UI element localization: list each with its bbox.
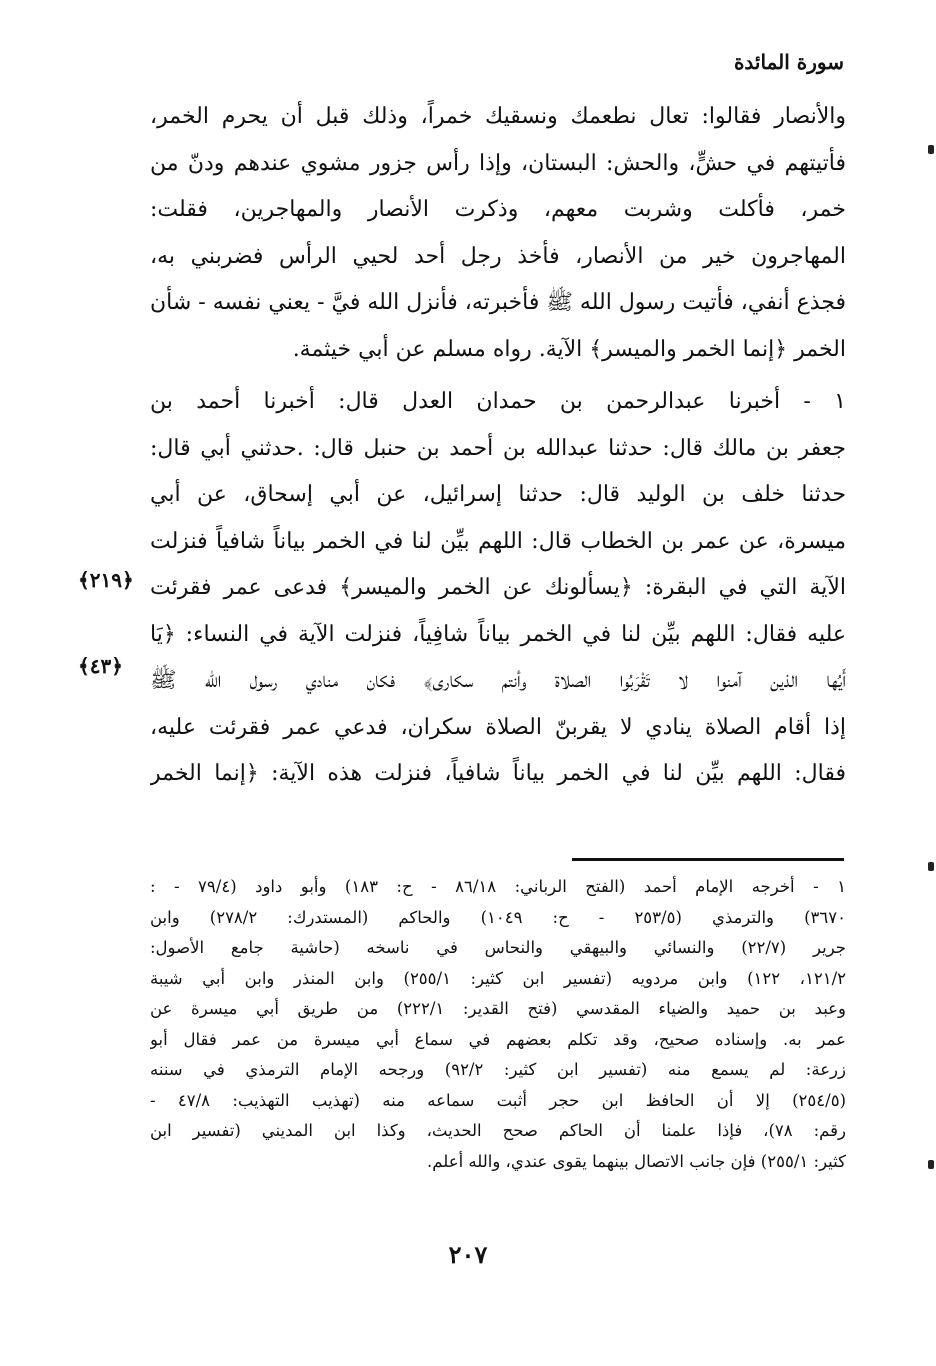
footnote-line: ١ - أخرجه الإمام أحمد (الفتح الرباني: ٨٦/١٨ - ح: ١٨٣) وأبو داود (٧٩/٤ - :	[150, 877, 846, 896]
body-line: حدثنا خلف بن الوليد قال: حدثنا إسرائيل، عن أبي إسحاق، عن أبي	[150, 482, 846, 507]
body-line: ميسرة، عن عمر بن الخطاب قال: اللهم بيِّن لنا في الخمر بياناً شافياً فنزلت	[150, 528, 846, 554]
body-line: جعفر بن مالك قال: حدثنا عبدالله بن أحمد بن حنبل قال: .حدثني أبي قال:	[150, 435, 846, 461]
verse-number-43: ﴿٤٣﴾	[78, 654, 123, 678]
footnote-line: ٣٦٧٠) والترمذي (٢٥٣/٥ - ح: ١٠٤٩) والحاكم (المستدرك: ٢٧٨/٢) وابن	[150, 907, 846, 927]
footnote-divider	[572, 858, 844, 861]
footnote-line: وعبد بن حميد والضياء المقدسي (فتح القدير: ٢٢٢/١) من طريق أبي ميسرة عن	[150, 999, 846, 1018]
body-line: خمر، فأكلت وشربت معهم، وذكرت الأنصار والمهاجرين، فقلت:	[150, 197, 846, 222]
body-line: الخمر ﴿إنما الخمر والميسر﴾ الآية. رواه مسلم عن أبي خيثمة.	[292, 336, 846, 362]
body-line: ١ - أخبرنا عبدالرحمن بن حمدان العدل قال: أخبرنا أحمد بن	[150, 389, 846, 414]
footnote-line: جرير (٢٢/٧) والنسائي والبيهقي والنحاس في ناسخه (حاشية جامع الأصول:	[150, 938, 846, 957]
body-line: المهاجرون خير من الأنصار، فأخذ رجل أحد لحيي الرأس فضربني به،	[150, 243, 846, 269]
body-line: أَيُها الذين آمنوا لا تَقْرَبُوا الصلاة وأنتم سكارى﴾ فكان منادي رسول الله ﷺ	[150, 668, 846, 693]
body-line: فقال: اللهم بيِّن لنا في الخمر بياناً شافياً، فنزلت هذه الآية: ﴿إنما الخمر	[150, 761, 846, 786]
footnote-line: ١٢١/٢، ١٢٢) وابن مردويه (تفسير ابن كثير: ٢٥٥/١) وابن المنذر وابن أبي شيبة	[150, 968, 846, 988]
running-head: سورة المائدة	[733, 50, 844, 74]
footnote-line: عمر به. وإسناده صحيح، وقد تكلم بعضهم في سماع أبي ميسرة من عمر فقال أبو	[150, 1029, 846, 1049]
scan-edge-mark	[928, 862, 934, 871]
page-number: ٢٠٧	[448, 1240, 488, 1269]
body-line: عليه فقال: اللهم بيِّن لنا في الخمر بياناً شافِياً، فنزلت الآية في النساء: ﴿يَا	[150, 621, 846, 647]
footnote-line: (٢٥٤/٥) إلا أن الحافظ ابن حجر أثبت سماعه منه (تهذيب التهذيب: ٤٧/٨ -	[150, 1090, 846, 1110]
body-line: فأتيتهم في حشٍّ، والحش: البستان، وإذا رأس جزور مشوي عندهم ودنّ من	[150, 150, 846, 176]
body-line: إذا أقام الصلاة ينادي لا يقربنّ الصلاة سكران، فدعي عمر فقرئت عليه،	[150, 714, 846, 740]
footnote-line: زرعة: لم يسمع منه (تفسير ابن كثير: ٩٢/٢) ورجحه الإمام الترمذي في سننه	[150, 1060, 846, 1079]
footnotes	[150, 872, 846, 1177]
body-line: فجذع أنفي، فأتيت رسول الله ﷺ فأخبرته، فأنزل الله فيَّ - يعني نفسه - شأن	[150, 290, 846, 315]
scan-edge-mark	[928, 145, 934, 154]
scan-edge-mark	[928, 1160, 934, 1169]
body-line: الآية التي في البقرة: ﴿يسألونك عن الخمر والميسر﴾ فدعى عمر فقرئت	[150, 575, 846, 600]
main-text	[150, 94, 846, 798]
verse-number-219: ﴿٢١٩﴾	[78, 568, 134, 592]
footnote-line: كثير: ٢٥٥/١) فإن جانب الاتصال بينهما يقوى عندي، والله أعلم.	[427, 1151, 846, 1171]
body-line: والأنصار فقالوا: تعال نطعمك ونسقيك خمراً، وذلك قبل أن يحرم الخمر،	[150, 104, 846, 129]
footnote-line: رقم: ٧٨)، فإذا علمنا أن الحاكم صحح الحديث، وكذا ابن المديني (تفسير ابن	[150, 1121, 846, 1140]
